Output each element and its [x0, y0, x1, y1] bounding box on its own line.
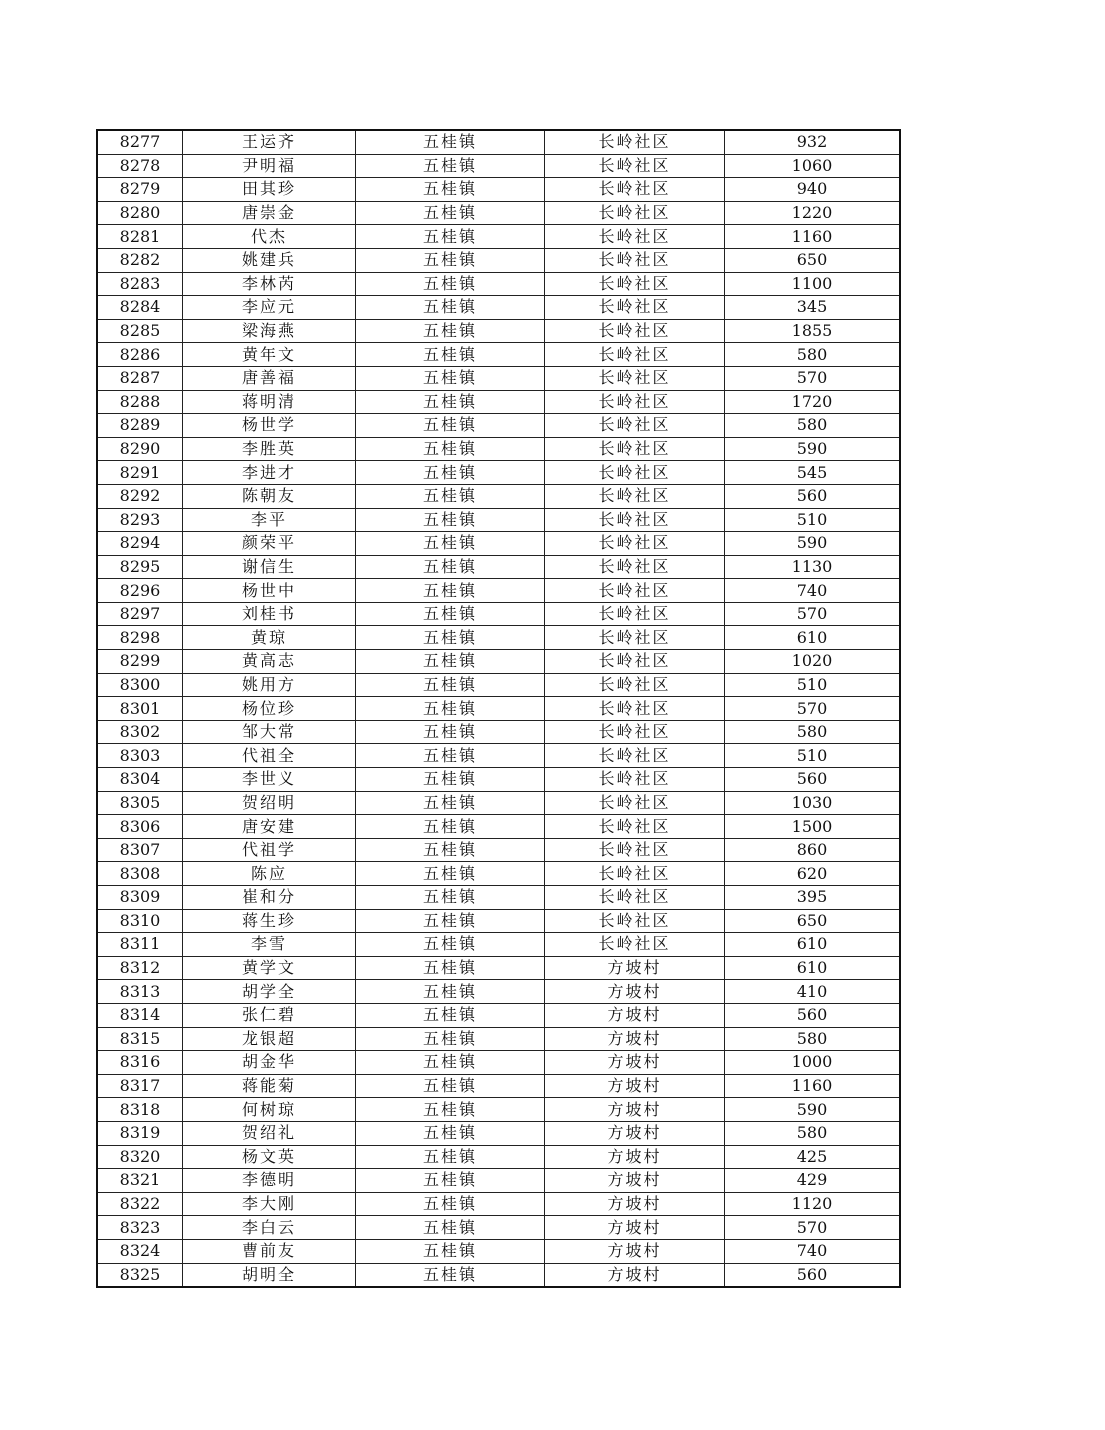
- cell-village: 方坡村: [545, 1098, 725, 1122]
- cell-id: 8318: [97, 1098, 183, 1122]
- cell-village: 长岭社区: [545, 838, 725, 862]
- table-row: [97, 791, 900, 815]
- table-row: [97, 225, 900, 249]
- table-row: [97, 1192, 900, 1216]
- table-row: [97, 1051, 900, 1075]
- cell-town: 五桂镇: [356, 886, 545, 910]
- cell-town: 五桂镇: [356, 508, 545, 532]
- cell-id: 8306: [97, 815, 183, 839]
- table-row: [97, 248, 900, 272]
- cell-town: 五桂镇: [356, 1192, 545, 1216]
- cell-name: 田其珍: [183, 178, 356, 202]
- cell-amount: 1855: [725, 319, 901, 343]
- cell-name: 杨世中: [183, 579, 356, 603]
- cell-amount: 545: [725, 461, 901, 485]
- cell-name: 邹大常: [183, 720, 356, 744]
- cell-town: 五桂镇: [356, 650, 545, 674]
- table-row: [97, 886, 900, 910]
- cell-id: 8313: [97, 980, 183, 1004]
- cell-village: 长岭社区: [545, 319, 725, 343]
- cell-name: 蒋能菊: [183, 1074, 356, 1098]
- table-row: [97, 390, 900, 414]
- cell-amount: 590: [725, 1098, 901, 1122]
- cell-name: 杨世学: [183, 414, 356, 438]
- cell-id: 8284: [97, 296, 183, 320]
- table-row: [97, 862, 900, 886]
- cell-name: 杨位珍: [183, 697, 356, 721]
- cell-village: 方坡村: [545, 1169, 725, 1193]
- cell-id: 8285: [97, 319, 183, 343]
- cell-town: 五桂镇: [356, 1027, 545, 1051]
- cell-id: 8289: [97, 414, 183, 438]
- cell-amount: 570: [725, 366, 901, 390]
- table-row: [97, 933, 900, 957]
- cell-name: 李世义: [183, 768, 356, 792]
- cell-village: 长岭社区: [545, 343, 725, 367]
- cell-amount: 1060: [725, 154, 901, 178]
- cell-id: 8316: [97, 1051, 183, 1075]
- table-row: [97, 437, 900, 461]
- cell-name: 谢信生: [183, 555, 356, 579]
- cell-id: 8299: [97, 650, 183, 674]
- cell-amount: 932: [725, 130, 901, 154]
- cell-amount: 940: [725, 178, 901, 202]
- cell-amount: 740: [725, 579, 901, 603]
- cell-amount: 1160: [725, 1074, 901, 1098]
- cell-village: 方坡村: [545, 1121, 725, 1145]
- table-row: [97, 296, 900, 320]
- cell-name: 李进才: [183, 461, 356, 485]
- cell-village: 长岭社区: [545, 414, 725, 438]
- cell-id: 8309: [97, 886, 183, 910]
- cell-id: 8293: [97, 508, 183, 532]
- table-row: [97, 414, 900, 438]
- table-row: [97, 1121, 900, 1145]
- cell-amount: 570: [725, 602, 901, 626]
- cell-village: 方坡村: [545, 1192, 725, 1216]
- cell-amount: 560: [725, 1003, 901, 1027]
- table-row: [97, 1216, 900, 1240]
- cell-name: 刘桂书: [183, 602, 356, 626]
- cell-village: 长岭社区: [545, 697, 725, 721]
- cell-name: 代祖全: [183, 744, 356, 768]
- cell-id: 8303: [97, 744, 183, 768]
- data-table: [96, 129, 901, 1288]
- table-row: [97, 1145, 900, 1169]
- table-row: [97, 319, 900, 343]
- table-row: [97, 461, 900, 485]
- cell-town: 五桂镇: [356, 744, 545, 768]
- table-row: [97, 508, 900, 532]
- cell-name: 黄年文: [183, 343, 356, 367]
- cell-village: 长岭社区: [545, 154, 725, 178]
- cell-amount: 1720: [725, 390, 901, 414]
- cell-name: 李大刚: [183, 1192, 356, 1216]
- cell-name: 李胜英: [183, 437, 356, 461]
- table-row: [97, 815, 900, 839]
- table-row: [97, 178, 900, 202]
- cell-town: 五桂镇: [356, 697, 545, 721]
- table-row: [97, 626, 900, 650]
- cell-amount: 620: [725, 862, 901, 886]
- cell-name: 黄琼: [183, 626, 356, 650]
- cell-amount: 510: [725, 744, 901, 768]
- cell-name: 龙银超: [183, 1027, 356, 1051]
- cell-town: 五桂镇: [356, 484, 545, 508]
- cell-village: 长岭社区: [545, 178, 725, 202]
- cell-village: 方坡村: [545, 1263, 725, 1287]
- cell-name: 曹前友: [183, 1239, 356, 1263]
- table-row: [97, 484, 900, 508]
- cell-village: 长岭社区: [545, 720, 725, 744]
- table-row: [97, 768, 900, 792]
- cell-village: 长岭社区: [545, 815, 725, 839]
- cell-amount: 1000: [725, 1051, 901, 1075]
- cell-village: 长岭社区: [545, 484, 725, 508]
- cell-amount: 510: [725, 508, 901, 532]
- table-row: [97, 909, 900, 933]
- cell-id: 8314: [97, 1003, 183, 1027]
- cell-town: 五桂镇: [356, 343, 545, 367]
- cell-village: 长岭社区: [545, 437, 725, 461]
- table-row: [97, 720, 900, 744]
- cell-village: 方坡村: [545, 1239, 725, 1263]
- cell-village: 长岭社区: [545, 461, 725, 485]
- cell-id: 8300: [97, 673, 183, 697]
- table-row: [97, 1027, 900, 1051]
- cell-amount: 510: [725, 673, 901, 697]
- cell-id: 8311: [97, 933, 183, 957]
- cell-town: 五桂镇: [356, 1098, 545, 1122]
- cell-town: 五桂镇: [356, 768, 545, 792]
- cell-id: 8283: [97, 272, 183, 296]
- cell-town: 五桂镇: [356, 980, 545, 1004]
- cell-id: 8325: [97, 1263, 183, 1287]
- cell-town: 五桂镇: [356, 414, 545, 438]
- cell-name: 颜荣平: [183, 532, 356, 556]
- cell-village: 长岭社区: [545, 508, 725, 532]
- cell-village: 长岭社区: [545, 366, 725, 390]
- table-row: [97, 697, 900, 721]
- cell-town: 五桂镇: [356, 626, 545, 650]
- cell-village: 方坡村: [545, 980, 725, 1004]
- cell-id: 8282: [97, 248, 183, 272]
- cell-village: 方坡村: [545, 1003, 725, 1027]
- cell-name: 姚用方: [183, 673, 356, 697]
- cell-id: 8324: [97, 1239, 183, 1263]
- cell-name: 李白云: [183, 1216, 356, 1240]
- cell-amount: 1220: [725, 201, 901, 225]
- cell-village: 长岭社区: [545, 744, 725, 768]
- table-row: [97, 1074, 900, 1098]
- cell-amount: 560: [725, 768, 901, 792]
- cell-town: 五桂镇: [356, 1263, 545, 1287]
- cell-name: 胡明全: [183, 1263, 356, 1287]
- cell-town: 五桂镇: [356, 201, 545, 225]
- table-row: [97, 1263, 900, 1287]
- table-row: [97, 555, 900, 579]
- cell-id: 8277: [97, 130, 183, 154]
- cell-id: 8290: [97, 437, 183, 461]
- cell-amount: 580: [725, 1121, 901, 1145]
- cell-id: 8323: [97, 1216, 183, 1240]
- cell-amount: 560: [725, 1263, 901, 1287]
- cell-id: 8295: [97, 555, 183, 579]
- cell-town: 五桂镇: [356, 296, 545, 320]
- cell-amount: 610: [725, 956, 901, 980]
- cell-town: 五桂镇: [356, 461, 545, 485]
- cell-id: 8280: [97, 201, 183, 225]
- table-row: [97, 1169, 900, 1193]
- cell-village: 长岭社区: [545, 201, 725, 225]
- table-row: [97, 366, 900, 390]
- cell-town: 五桂镇: [356, 791, 545, 815]
- cell-village: 长岭社区: [545, 862, 725, 886]
- cell-town: 五桂镇: [356, 1169, 545, 1193]
- cell-town: 五桂镇: [356, 933, 545, 957]
- cell-id: 8312: [97, 956, 183, 980]
- cell-town: 五桂镇: [356, 579, 545, 603]
- cell-town: 五桂镇: [356, 1216, 545, 1240]
- cell-village: 方坡村: [545, 1216, 725, 1240]
- cell-name: 黄高志: [183, 650, 356, 674]
- cell-town: 五桂镇: [356, 555, 545, 579]
- table-row: [97, 532, 900, 556]
- table-row: [97, 1098, 900, 1122]
- table-row: [97, 579, 900, 603]
- cell-name: 唐崇金: [183, 201, 356, 225]
- cell-name: 崔和分: [183, 886, 356, 910]
- cell-id: 8301: [97, 697, 183, 721]
- cell-amount: 740: [725, 1239, 901, 1263]
- cell-amount: 1030: [725, 791, 901, 815]
- cell-amount: 580: [725, 720, 901, 744]
- cell-amount: 610: [725, 626, 901, 650]
- cell-village: 长岭社区: [545, 130, 725, 154]
- table-row: [97, 956, 900, 980]
- table-row: [97, 650, 900, 674]
- cell-name: 黄学文: [183, 956, 356, 980]
- cell-amount: 580: [725, 343, 901, 367]
- cell-name: 胡学全: [183, 980, 356, 1004]
- cell-name: 蒋明清: [183, 390, 356, 414]
- cell-name: 何树琼: [183, 1098, 356, 1122]
- cell-id: 8296: [97, 579, 183, 603]
- cell-id: 8291: [97, 461, 183, 485]
- cell-town: 五桂镇: [356, 1239, 545, 1263]
- cell-village: 长岭社区: [545, 933, 725, 957]
- cell-name: 李林芮: [183, 272, 356, 296]
- cell-name: 陈朝友: [183, 484, 356, 508]
- cell-id: 8308: [97, 862, 183, 886]
- cell-name: 李德明: [183, 1169, 356, 1193]
- cell-id: 8279: [97, 178, 183, 202]
- cell-town: 五桂镇: [356, 390, 545, 414]
- cell-town: 五桂镇: [356, 248, 545, 272]
- cell-id: 8317: [97, 1074, 183, 1098]
- table-row: [97, 980, 900, 1004]
- table-row: [97, 673, 900, 697]
- table-row: [97, 1239, 900, 1263]
- cell-amount: 410: [725, 980, 901, 1004]
- cell-amount: 1020: [725, 650, 901, 674]
- cell-town: 五桂镇: [356, 178, 545, 202]
- cell-id: 8297: [97, 602, 183, 626]
- cell-village: 长岭社区: [545, 579, 725, 603]
- cell-amount: 590: [725, 437, 901, 461]
- cell-id: 8320: [97, 1145, 183, 1169]
- cell-town: 五桂镇: [356, 1145, 545, 1169]
- cell-name: 贺绍明: [183, 791, 356, 815]
- cell-name: 杨文英: [183, 1145, 356, 1169]
- cell-village: 长岭社区: [545, 673, 725, 697]
- cell-amount: 425: [725, 1145, 901, 1169]
- cell-id: 8298: [97, 626, 183, 650]
- cell-village: 长岭社区: [545, 248, 725, 272]
- cell-town: 五桂镇: [356, 815, 545, 839]
- cell-town: 五桂镇: [356, 130, 545, 154]
- cell-town: 五桂镇: [356, 366, 545, 390]
- cell-name: 李应元: [183, 296, 356, 320]
- cell-town: 五桂镇: [356, 1051, 545, 1075]
- cell-village: 方坡村: [545, 1074, 725, 1098]
- cell-amount: 580: [725, 414, 901, 438]
- cell-town: 五桂镇: [356, 838, 545, 862]
- cell-town: 五桂镇: [356, 272, 545, 296]
- cell-town: 五桂镇: [356, 532, 545, 556]
- cell-name: 陈应: [183, 862, 356, 886]
- cell-id: 8281: [97, 225, 183, 249]
- cell-amount: 570: [725, 697, 901, 721]
- table-row: [97, 272, 900, 296]
- cell-town: 五桂镇: [356, 1074, 545, 1098]
- cell-town: 五桂镇: [356, 1003, 545, 1027]
- cell-amount: 1130: [725, 555, 901, 579]
- cell-amount: 345: [725, 296, 901, 320]
- cell-amount: 570: [725, 1216, 901, 1240]
- cell-town: 五桂镇: [356, 673, 545, 697]
- table-row: [97, 1003, 900, 1027]
- cell-town: 五桂镇: [356, 720, 545, 744]
- cell-name: 唐善福: [183, 366, 356, 390]
- cell-amount: 1500: [725, 815, 901, 839]
- cell-amount: 650: [725, 248, 901, 272]
- cell-id: 8321: [97, 1169, 183, 1193]
- table-row: [97, 602, 900, 626]
- cell-id: 8287: [97, 366, 183, 390]
- cell-amount: 395: [725, 886, 901, 910]
- cell-amount: 860: [725, 838, 901, 862]
- cell-village: 方坡村: [545, 956, 725, 980]
- cell-village: 长岭社区: [545, 602, 725, 626]
- cell-village: 方坡村: [545, 1051, 725, 1075]
- cell-name: 唐安建: [183, 815, 356, 839]
- cell-name: 王运齐: [183, 130, 356, 154]
- cell-town: 五桂镇: [356, 862, 545, 886]
- cell-village: 方坡村: [545, 1027, 725, 1051]
- table-row: [97, 744, 900, 768]
- table-row: [97, 154, 900, 178]
- cell-town: 五桂镇: [356, 154, 545, 178]
- cell-id: 8310: [97, 909, 183, 933]
- cell-village: 长岭社区: [545, 296, 725, 320]
- cell-town: 五桂镇: [356, 1121, 545, 1145]
- cell-id: 8294: [97, 532, 183, 556]
- cell-amount: 560: [725, 484, 901, 508]
- cell-id: 8319: [97, 1121, 183, 1145]
- cell-id: 8302: [97, 720, 183, 744]
- cell-amount: 429: [725, 1169, 901, 1193]
- cell-village: 长岭社区: [545, 768, 725, 792]
- cell-village: 长岭社区: [545, 909, 725, 933]
- cell-name: 代杰: [183, 225, 356, 249]
- table-row: [97, 130, 900, 154]
- table-row: [97, 343, 900, 367]
- cell-village: 长岭社区: [545, 225, 725, 249]
- cell-name: 尹明福: [183, 154, 356, 178]
- cell-name: 贺绍礼: [183, 1121, 356, 1145]
- cell-amount: 1100: [725, 272, 901, 296]
- cell-name: 李雪: [183, 933, 356, 957]
- cell-village: 长岭社区: [545, 555, 725, 579]
- cell-village: 长岭社区: [545, 791, 725, 815]
- cell-village: 长岭社区: [545, 390, 725, 414]
- cell-town: 五桂镇: [356, 437, 545, 461]
- cell-village: 长岭社区: [545, 650, 725, 674]
- cell-town: 五桂镇: [356, 319, 545, 343]
- cell-town: 五桂镇: [356, 956, 545, 980]
- cell-id: 8322: [97, 1192, 183, 1216]
- cell-name: 姚建兵: [183, 248, 356, 272]
- cell-name: 梁海燕: [183, 319, 356, 343]
- cell-amount: 590: [725, 532, 901, 556]
- cell-village: 长岭社区: [545, 886, 725, 910]
- cell-town: 五桂镇: [356, 225, 545, 249]
- table-body: [97, 130, 900, 1287]
- cell-id: 8292: [97, 484, 183, 508]
- cell-village: 方坡村: [545, 1145, 725, 1169]
- table-row: [97, 838, 900, 862]
- cell-id: 8315: [97, 1027, 183, 1051]
- cell-town: 五桂镇: [356, 909, 545, 933]
- cell-amount: 580: [725, 1027, 901, 1051]
- cell-id: 8307: [97, 838, 183, 862]
- cell-amount: 1160: [725, 225, 901, 249]
- cell-id: 8286: [97, 343, 183, 367]
- cell-id: 8305: [97, 791, 183, 815]
- table-row: [97, 201, 900, 225]
- cell-town: 五桂镇: [356, 602, 545, 626]
- cell-village: 长岭社区: [545, 626, 725, 650]
- cell-village: 长岭社区: [545, 272, 725, 296]
- cell-amount: 610: [725, 933, 901, 957]
- cell-id: 8278: [97, 154, 183, 178]
- cell-amount: 1120: [725, 1192, 901, 1216]
- cell-amount: 650: [725, 909, 901, 933]
- cell-id: 8304: [97, 768, 183, 792]
- cell-village: 长岭社区: [545, 532, 725, 556]
- cell-name: 胡金华: [183, 1051, 356, 1075]
- cell-name: 蒋生珍: [183, 909, 356, 933]
- cell-name: 张仁碧: [183, 1003, 356, 1027]
- cell-id: 8288: [97, 390, 183, 414]
- cell-name: 代祖学: [183, 838, 356, 862]
- cell-name: 李平: [183, 508, 356, 532]
